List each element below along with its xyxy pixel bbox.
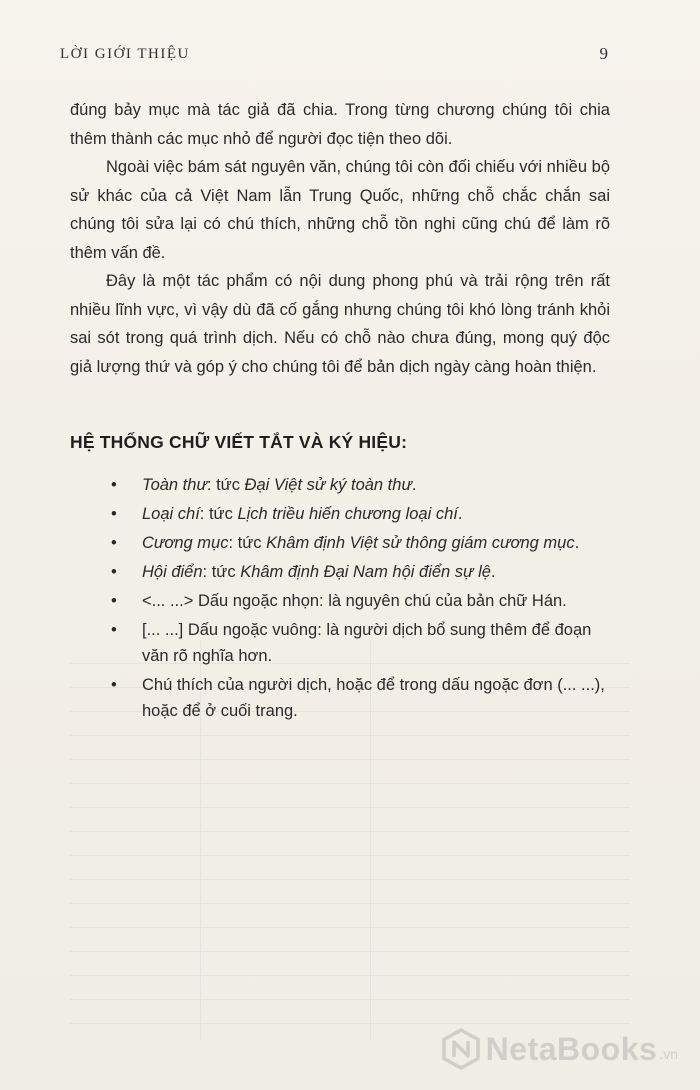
list-item — [70, 559, 610, 585]
watermark-suffix: .vn — [659, 1046, 678, 1062]
bullet-icon: • — [111, 592, 117, 610]
bullet-icon: • — [111, 621, 117, 639]
abbr-sep: : tức — [199, 505, 238, 523]
bullet-icon: • — [111, 505, 117, 523]
abbr-term: Hội điển — [142, 563, 203, 581]
abbr-term: Cương mục — [142, 534, 229, 552]
abbr-end: . — [490, 563, 496, 581]
bullet-icon: • — [111, 563, 117, 581]
abbr-text: [... ...] Dấu ngoặc vuông: là người dịch bổ sung thêm để đoạn văn rõ nghĩa hơn. — [142, 621, 592, 665]
watermark-brand: NetaBooks — [485, 1030, 658, 1067]
bullet-icon: • — [111, 676, 117, 694]
abbr-text: <... ...> Dấu ngoặc nhọn: là nguyên chú của bản chữ Hán. — [142, 592, 567, 610]
abbr-end: . — [457, 505, 463, 523]
page-number: 9 — [599, 44, 608, 63]
abbr-meaning: Đại Việt sử ký toàn thư — [244, 476, 412, 494]
abbreviations-list — [70, 472, 610, 727]
abbr-end: . — [574, 534, 580, 552]
list-item — [70, 472, 610, 498]
list-item — [70, 672, 610, 724]
paragraph-3: Đây là một tác phẩm có nội dung phong phú và trải rộng trên rất nhiều lĩnh vực, vì vậy dù đã cố gắng nhưng chúng tôi khó lòng tránh khỏi sai sót trong quá trình dịch. Nếu có chỗ nào chưa đúng, mong quý độc giả lượng thứ và góp ý cho chúng tôi để bản dịch ngày càng hoàn thiện. — [70, 272, 610, 376]
abbr-meaning: Khâm định Việt sử thông giám cương mục — [266, 534, 575, 552]
netabooks-logo-icon — [440, 1028, 482, 1070]
running-title: LỜI GIỚI THIỆU — [60, 46, 190, 62]
list-item — [70, 501, 610, 527]
list-item — [70, 617, 610, 669]
abbreviations-heading: HỆ THỐNG CHỮ VIẾT TẮT VÀ KÝ HIỆU: — [70, 432, 408, 452]
abbr-meaning: Lịch triều hiến chương loại chí — [237, 505, 458, 523]
netabooks-watermark — [440, 1028, 678, 1070]
abbr-sep: : tức — [206, 476, 245, 494]
abbr-end: . — [411, 476, 417, 494]
abbr-meaning: Khâm định Đại Nam hội điển sự lệ — [240, 563, 491, 581]
body-text — [70, 96, 610, 381]
bullet-icon: • — [111, 534, 117, 552]
paragraph-1: đúng bảy mục mà tác giả đã chia. Trong từng chương chúng tôi chia thêm thành các mục nhỏ để người đọc tiện theo dõi. — [70, 101, 610, 148]
abbr-term: Toàn thư — [142, 476, 207, 494]
bullet-icon: • — [111, 476, 117, 494]
abbr-term: Loại chí — [142, 505, 200, 523]
paragraph-2: Ngoài việc bám sát nguyên văn, chúng tôi còn đối chiếu với nhiều bộ sử khác của cả Việt Nam lẫn Trung Quốc, những chỗ chắc chắn sai chúng tôi sửa lại có chú thích, những chỗ tồn nghi cũng chú để làm rõ thêm vấn đề. — [70, 158, 610, 262]
abbr-sep: : tức — [202, 563, 241, 581]
list-item — [70, 588, 610, 614]
abbr-text: Chú thích của người dịch, hoặc để trong dấu ngoặc đơn (... ...), hoặc để ở cuối trang. — [142, 676, 605, 720]
abbr-sep: : tức — [228, 534, 267, 552]
list-item — [70, 530, 610, 556]
